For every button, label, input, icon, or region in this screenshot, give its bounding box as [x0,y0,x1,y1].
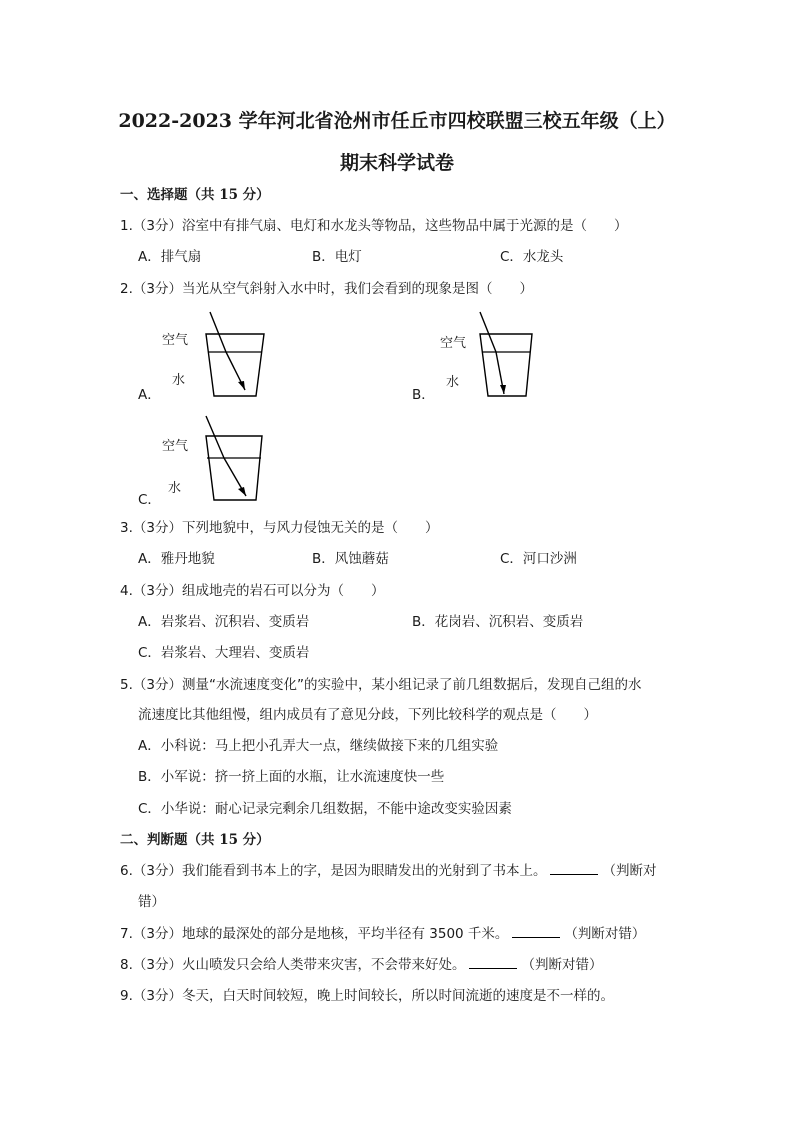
section-heading-choice: 一、选择题（共 15 分） [120,187,270,203]
question-7-answer-blank[interactable] [512,925,560,938]
question-3-stem: 3.（3分）下列地貌中，与风力侵蚀无关的是（ ） [120,520,439,536]
question-6-stem: 6.（3分）我们能看到书本上的字，是因为眼睛发出的光射到了书本上。 [120,863,547,879]
question-4-stem: 4.（3分）组成地壳的岩石可以分为（ ） [120,583,385,599]
figure-b-diagram [474,310,544,402]
question-2-stem: 2.（3分）当光从空气斜射入水中时，我们会看到的现象是图（ ） [120,281,533,297]
question-5-option-b[interactable]: B．小军说：挤一挤上面的水瓶，让水流速度快一些 [138,769,445,785]
question-8-line [120,956,602,974]
figure-c-diagram [200,414,270,506]
exam-title-line1: 2022-2023 学年河北省沧州市任丘市四校联盟三校五年级（上） [118,110,676,132]
figure-b-air-label: 空气 [440,336,467,351]
question-4-option-c[interactable]: C．岩浆岩、大理岩、变质岩 [138,645,310,661]
question-1-option-b[interactable]: B．电灯 [312,249,362,265]
exam-title-line2: 期末科学试卷 [339,152,454,174]
question-1-option-a[interactable]: A．排气扇 [138,249,202,265]
question-7-stem: 7.（3分）地球的最深处的部分是地核，平均半径有 3500 千米。 [120,926,509,942]
question-7-suffix: （判断对错） [564,926,646,942]
question-8-stem: 8.（3分）火山喷发只会给人类带来灾害，不会带来好处。 [120,957,466,973]
question-3-option-a[interactable]: A．雅丹地貌 [138,551,215,567]
figure-a-air-label: 空气 [162,333,189,348]
section-heading-judgement: 二、判断题（共 15 分） [120,832,270,848]
question-1-stem: 1.（3分）浴室中有排气扇、电灯和水龙头等物品，这些物品中属于光源的是（ ） [120,218,628,234]
question-5-stem-line2: 流速度比其他组慢，组内成员有了意见分歧，下列比较科学的观点是（ ） [138,707,597,723]
question-6-stem-line2: 错） [138,894,165,910]
question-9-stem: 9.（3分）冬天，白天时间较短，晚上时间较长，所以时间流逝的速度是不一样的。 [120,988,614,1004]
figure-a-water-label: 水 [172,373,186,388]
figure-a-diagram [200,310,270,402]
question-7-line [120,925,645,943]
figure-c-air-label: 空气 [162,439,189,454]
figure-c-water-label: 水 [168,481,182,496]
question-2-option-b[interactable]: B． [412,387,435,403]
question-2-option-a[interactable]: A． [138,387,161,403]
question-6-suffix: （判断对 [602,863,657,879]
question-5-option-c[interactable]: C．小华说：耐心记录完剩余几组数据，不能中途改变实验因素 [138,801,512,817]
question-5-stem-line1: 5.（3分）测量“水流速度变化”的实验中，某小组记录了前几组数据后，发现自己组的水 [120,677,642,693]
question-6-answer-blank[interactable] [550,862,598,875]
question-3-option-c[interactable]: C．河口沙洲 [500,551,577,567]
question-3-option-b[interactable]: B．风蚀蘑菇 [312,551,389,567]
question-5-option-a[interactable]: A．小科说：马上把小孔弄大一点，继续做接下来的几组实验 [138,738,499,754]
question-2-option-c[interactable]: C． [138,492,161,508]
figure-b-water-label: 水 [446,375,460,390]
question-8-suffix: （判断对错） [521,957,603,973]
question-1-option-c[interactable]: C．水龙头 [500,249,564,265]
question-6-line1 [120,862,656,880]
question-8-answer-blank[interactable] [469,956,517,969]
question-4-option-b[interactable]: B．花岗岩、沉积岩、变质岩 [412,614,584,630]
question-4-option-a[interactable]: A．岩浆岩、沉积岩、变质岩 [138,614,310,630]
